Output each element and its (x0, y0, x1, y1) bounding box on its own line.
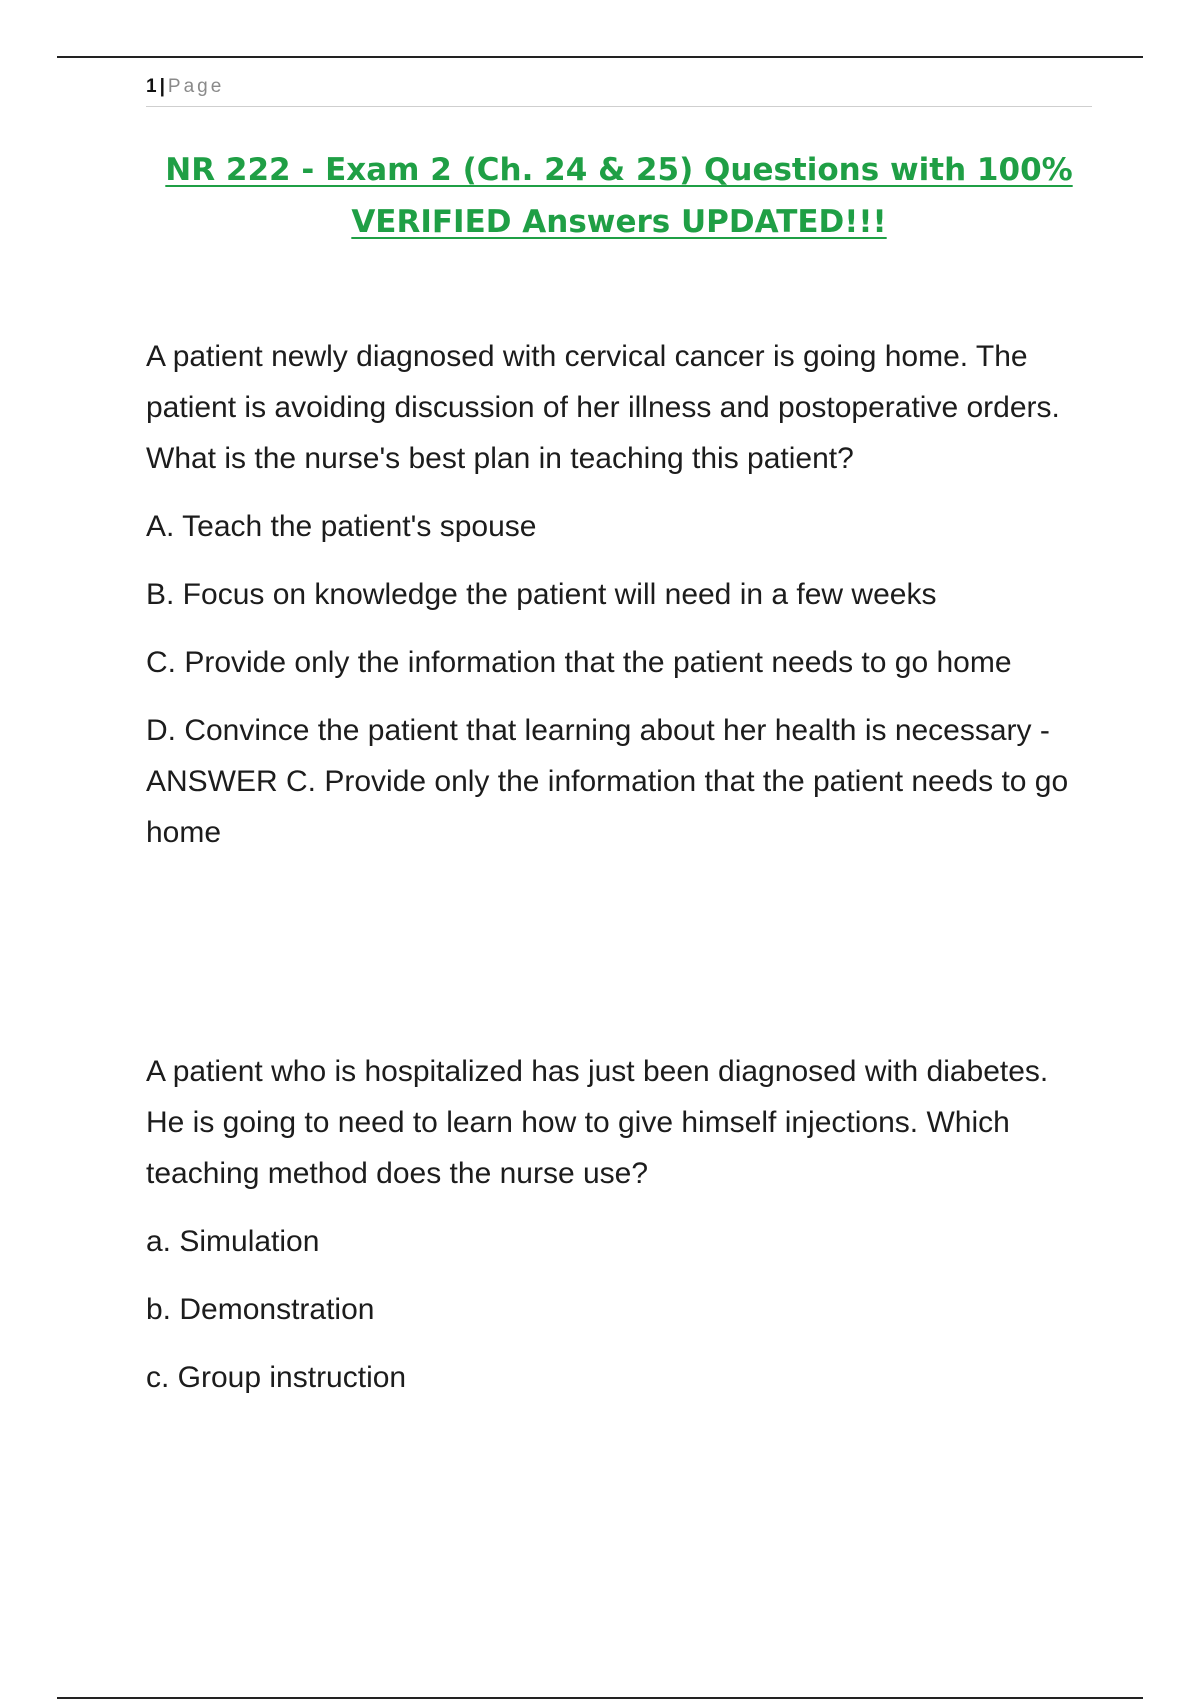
question-text: A patient who is hospitalized has just been diagnosed with diabetes. He is going to need to learn how to give himself injections. Which teaching method does the nurse use? (146, 1055, 1049, 1190)
page-number: 1 (146, 76, 157, 97)
page-separator: | (159, 76, 165, 97)
answer-option: c. Group instruction (146, 1361, 407, 1394)
page-label: Page (167, 76, 225, 97)
answer-option-with-answer: D. Convince the patient that learning about her health is necessary - ANSWER C. Provide only the information that the patient needs to go home (146, 714, 1069, 849)
bottom-border-line (57, 1697, 1143, 1699)
answer-option: b. Demonstration (146, 1293, 375, 1326)
answer-option: a. Simulation (146, 1225, 320, 1258)
question-block-2 (146, 1046, 1092, 1420)
answer-option: A. Teach the patient's spouse (146, 510, 537, 543)
question-text: A patient newly diagnosed with cervical cancer is going home. The patient is avoiding discussion of her illness and postoperative orders. What is the nurse's best plan in teaching this patient? (146, 340, 1060, 475)
answer-option: B. Focus on knowledge the patient will need in a few weeks (146, 578, 937, 611)
top-border-line (57, 56, 1143, 58)
title-line-2: VERIFIED Answers UPDATED!!! (351, 204, 887, 240)
title-line-1: NR 222 - Exam 2 (Ch. 24 & 25) Questions with 100% (165, 152, 1073, 188)
page-header (146, 74, 1092, 107)
document-title (146, 144, 1092, 248)
question-block-1 (146, 331, 1092, 875)
answer-option: C. Provide only the information that the patient needs to go home (146, 646, 1012, 679)
